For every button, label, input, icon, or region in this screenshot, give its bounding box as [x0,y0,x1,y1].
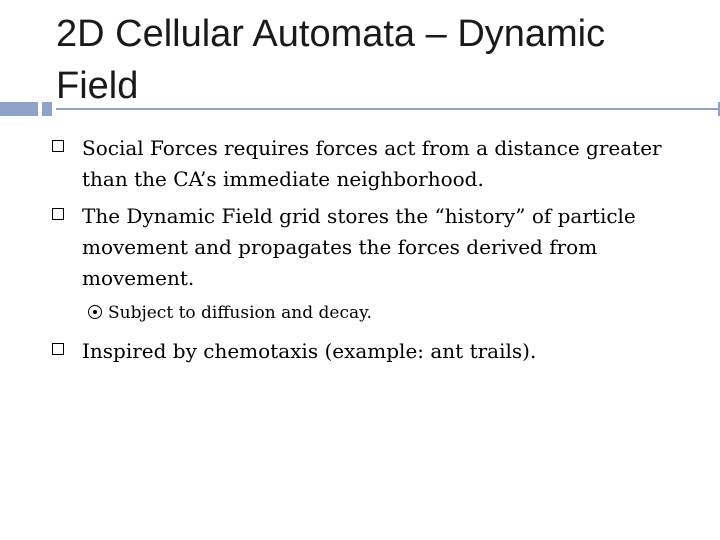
bullet-text: Social Forces requires forces act from a distance greater than the CA’s immediate neighborhood. [82,136,662,191]
square-bullet-icon [52,208,64,220]
slide-title: 2D Cellular Automata – Dynamic Field [56,13,606,107]
bullet-text: The Dynamic Field grid stores the “history” of particle movement and propagates the forces derived from movement. [82,204,636,290]
sub-bullet-text: Subject to diffusion and decay. [108,303,372,323]
square-bullet-icon [52,140,64,152]
square-bullet-icon [52,343,64,355]
circle-dot-bullet-icon [88,305,102,319]
bullet-text: Inspired by chemotaxis (example: ant trails). [82,339,537,363]
